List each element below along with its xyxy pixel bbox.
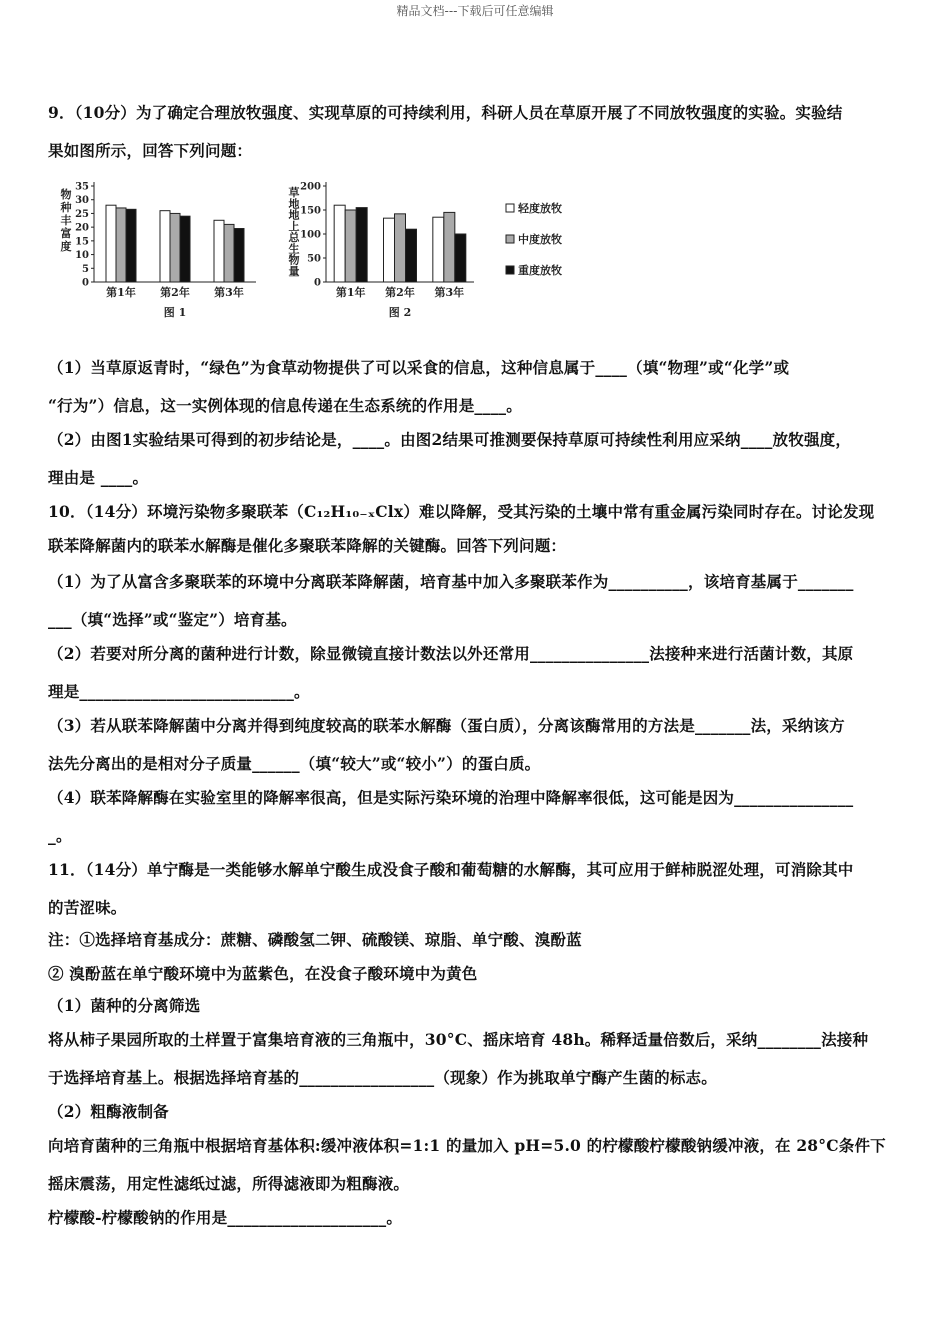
chart-caption: 图 2 <box>388 306 412 319</box>
text-line: 摇床震荡，用定性滤纸过滤，所得滤液即为粗酶液。 <box>48 1174 410 1193</box>
bar <box>356 208 367 282</box>
text-line: （1）为了从富含多聚联苯的环境中分离联苯降解菌，培育基中加入多聚联苯作为__________，该培育基属于_______ <box>48 572 854 591</box>
y-tick-label: 150 <box>300 205 321 217</box>
text-line: 理是___________________________。 <box>48 682 310 701</box>
text-line: _。 <box>48 826 72 845</box>
bar <box>444 212 455 282</box>
bar <box>455 234 466 282</box>
text-line: （3）若从联苯降解菌中分离并得到纯度较高的联苯水解酶（蛋白质），分离该酶常用的方法是_______法，采纳该方 <box>48 716 845 735</box>
bar <box>395 214 406 282</box>
text-line: ___（填“选择”或“鉴定”）培育基。 <box>48 610 297 629</box>
text-line: （4）联苯降解酶在实验室里的降解率很高，但是实际污染环境的治理中降解率很低，这可能是因为_______________ <box>48 788 854 807</box>
y-tick-label: 10 <box>75 250 89 262</box>
y-tick-label: 0 <box>82 277 89 289</box>
x-tick-label: 第3年 <box>214 286 244 299</box>
bar <box>126 209 136 282</box>
text-line: 的苦涩味。 <box>48 898 127 917</box>
text-line: （1）当草原返青时，“绿色”为食草动物提供了可以采食的信息，这种信息属于____（填“物理”或“化学”或 <box>48 358 790 377</box>
text-line: 向培育菌种的三角瓶中根据培育基体积:缓冲液体积=1:1 的量加入 pH=5.0 的柠檬酸柠檬酸钠缓冲液，在 28°C条件下 <box>48 1136 886 1155</box>
bar <box>106 205 116 282</box>
y-axis-label-char: 草 <box>288 186 300 199</box>
legend-swatch <box>506 204 514 212</box>
bar <box>334 205 345 282</box>
text-line: 理由是 ____。 <box>48 468 149 487</box>
y-tick-label: 35 <box>75 181 89 193</box>
bar <box>170 213 180 282</box>
text-line: 10．（14分）环境污染物多聚联苯（C₁₂H₁₀₋ₓClx）难以降解，受其污染的土壤中常有重金属污染同时存在。讨论发现 <box>48 502 875 521</box>
text-line: （1）菌种的分离筛选 <box>48 996 201 1015</box>
y-axis-label-char: 物 <box>60 188 72 201</box>
bar <box>384 218 395 282</box>
legend-label: 轻度放牧 <box>518 202 562 215</box>
page-header: 精品文档---下载后可任意编辑 <box>396 4 554 18</box>
text-line: 将从柿子果园所取的土样置于富集培育液的三角瓶中，30°C、摇床培育 48h。稀释适量倍数后，采纳________法接种 <box>48 1030 869 1049</box>
bar <box>224 224 234 282</box>
y-axis-label-char: 物 <box>288 253 300 267</box>
y-tick-label: 25 <box>75 208 89 220</box>
bar <box>234 229 244 282</box>
x-tick-label: 第3年 <box>434 286 465 299</box>
chart-caption: 图 1 <box>163 306 187 319</box>
text-line: 于选择培育基上。根据选择培育基的_________________（现象）作为挑取单宁酶产生菌的标志。 <box>48 1068 717 1087</box>
text-line: 柠檬酸-柠檬酸钠的作用是____________________。 <box>48 1208 403 1227</box>
y-tick-label: 5 <box>82 263 89 275</box>
y-axis-label-char: 地 <box>288 197 300 211</box>
bar-charts-svg <box>56 178 596 328</box>
y-tick-label: 200 <box>300 181 321 193</box>
y-axis-label-char: 上 <box>288 219 300 233</box>
text-line: ② 溴酚蓝在单宁酸环境中为蓝紫色，在没食子酸环境中为黄色 <box>48 964 478 983</box>
bar <box>116 208 126 282</box>
legend-swatch <box>506 266 514 274</box>
bar <box>433 217 444 282</box>
x-tick-label: 第2年 <box>160 286 190 299</box>
text-line: （2）由图1实验结果可得到的初步结论是，____。由图2结果可推测要保持草原可持续性利用应采纳____放牧强度， <box>48 430 852 449</box>
bar <box>180 216 190 282</box>
y-axis-label-char: 生 <box>288 242 300 256</box>
y-axis-label-char: 度 <box>60 240 72 253</box>
y-tick-label: 50 <box>307 253 321 265</box>
y-axis-label-char: 丰 <box>60 214 72 227</box>
text-line: “行为”）信息，这一实例体现的信息传递在生态系统的作用是____。 <box>48 396 522 415</box>
text-line: 法先分离出的是相对分子质量______（填“较大”或“较小”）的蛋白质。 <box>48 754 541 773</box>
y-tick-label: 30 <box>75 195 89 207</box>
bar <box>345 210 356 282</box>
figure-charts <box>56 178 596 328</box>
y-tick-label: 15 <box>75 236 89 248</box>
bar <box>214 220 224 282</box>
legend-label: 中度放牧 <box>518 233 562 246</box>
text-line: （2）粗酶液制备 <box>48 1102 169 1121</box>
text-line: 注：①选择培育基成分：蔗糖、磷酸氢二钾、硫酸镁、琼脂、单宁酸、溴酚蓝 <box>48 930 582 949</box>
y-tick-label: 100 <box>300 229 321 241</box>
y-tick-label: 20 <box>75 222 89 234</box>
y-axis-label-char: 量 <box>288 264 300 278</box>
y-axis-label-char: 地 <box>288 208 300 222</box>
legend-swatch <box>506 235 514 243</box>
legend-label: 重度放牧 <box>518 264 562 277</box>
x-tick-label: 第1年 <box>106 286 136 299</box>
y-tick-label: 0 <box>314 277 321 289</box>
y-axis-label-char: 种 <box>60 201 72 214</box>
text-line: （2）若要对所分离的菌种进行计数，除显微镜直接计数法以外还常用_______________法接种来进行活菌计数，其原 <box>48 644 854 663</box>
bar <box>160 211 170 282</box>
text-line: 联苯降解菌内的联苯水解酶是催化多聚联苯降解的关键酶。回答下列问题： <box>48 536 567 555</box>
y-axis-label-char: 总 <box>288 231 300 244</box>
text-line: 11．（14分）单宁酶是一类能够水解单宁酸生成没食子酸和葡萄糖的水解酶，其可应用于鲜柿脱涩处理，可消除其中 <box>48 860 854 879</box>
text-line: 9．（10分）为了确定合理放牧强度、实现草原的可持续利用，科研人员在草原开展了不同放牧强度的实验。实验结 <box>48 103 843 122</box>
bar <box>406 229 417 282</box>
text-line: 果如图所示，回答下列问题： <box>48 141 253 160</box>
x-tick-label: 第2年 <box>385 286 415 299</box>
x-tick-label: 第1年 <box>335 286 366 299</box>
y-axis-label-char: 富 <box>60 227 72 240</box>
